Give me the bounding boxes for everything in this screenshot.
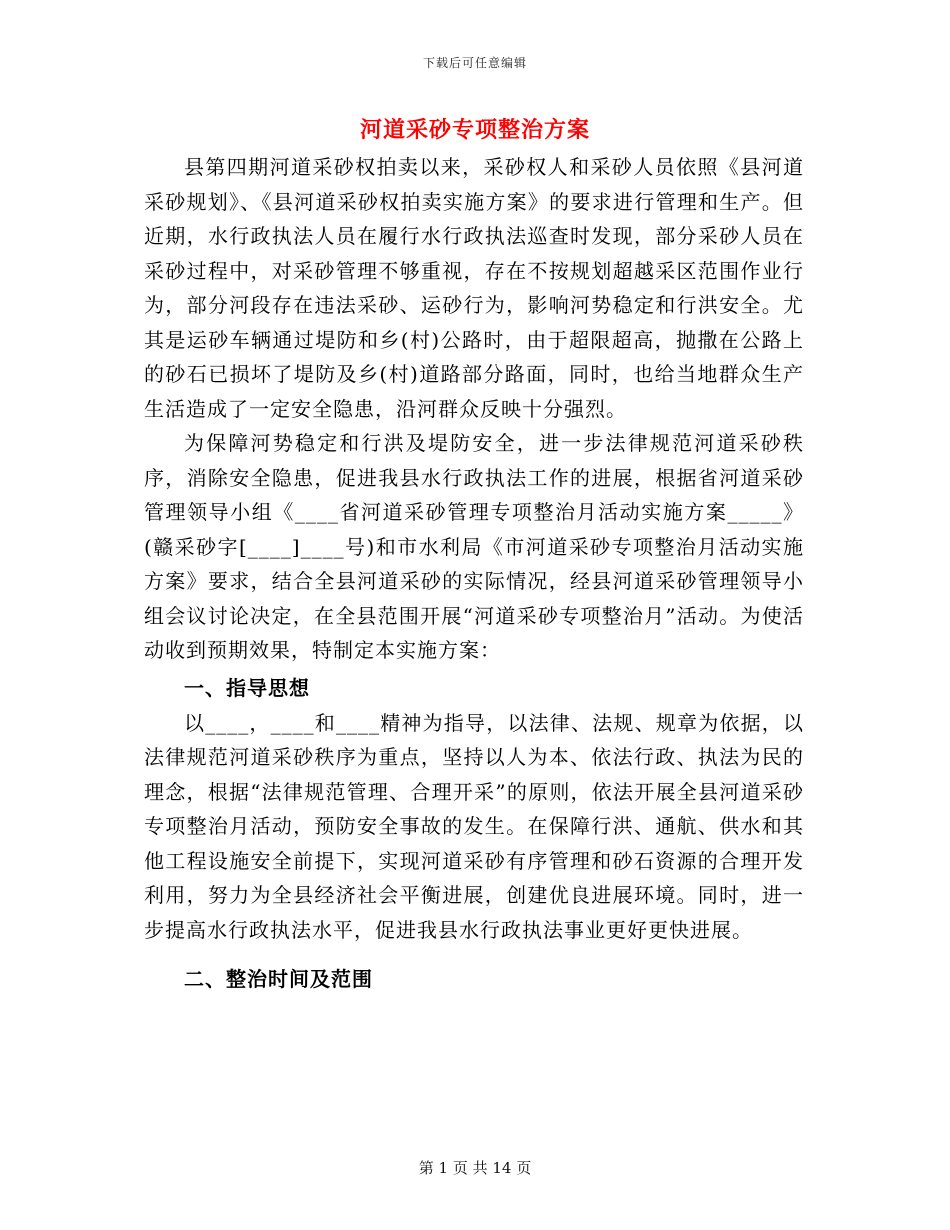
body-paragraph-2: 为保障河势稳定和行洪及堤防安全，进一步法律规范河道采砂秩序，消除安全隐患，促进我县水行政执法工作的进展，根据省河道采砂管理领导小组《____省河道采砂管理专项整治月活动实施方案_____》(赣采砂字[____]____号)和市水利局《市河道采砂专项整治月活动实施方案》要求，结合全县河道采砂的实际情况，经县河道采砂管理领导小组会议讨论决定，在全县范围开展“河道采砂专项整治月”活动。为使活动收到预期效果，特制定本实施方案： xyxy=(144,431,804,662)
page-number: 第 1 页 共 14 页 xyxy=(418,1159,532,1177)
body-paragraph-1: 县第四期河道采砂权拍卖以来，采砂权人和采砂人员依照《县河道采砂规划》、《县河道采砂权拍卖实施方案》的要求进行管理和生产。但近期，水行政执法人员在履行水行政执法巡查时发现，部分采砂人员在采砂过程中，对采砂管理不够重视，存在不按规划超越采区范围作业行为，部分河段存在违法采砂、运砂行为，影响河势稳定和行洪安全。尤其是运砂车辆通过堤防和乡(村)公路时，由于超限超高，抛撒在公路上的砂石已损坏了堤防及乡(村)道路部分路面，同时，也给当地群众生产生活造成了一定安全隐患，沿河群众反映十分强烈。 xyxy=(144,155,804,421)
header-note: 下载后可任意编辑 xyxy=(422,56,527,70)
document-title: 河道采砂专项整治方案 xyxy=(359,117,590,143)
document-body xyxy=(144,150,804,997)
section-paragraph-guiding-ideology: 以____，____和____精神为指导，以法律、法规、规章为依据，以法律规范河道采砂秩序为重点，坚持以人为本、依法行政、执法为民的理念，根据“法律规范管理、合理开采”的原则，依法开展全县河道采砂专项整治月活动，预防安全事故的发生。在保障行洪、通航、供水和其他工程设施安全前提下，实现河道采砂有序管理和砂石资源的合理开发利用，努力为全县经济社会平衡进展，创建优良进展环境。同时，进一步提高水行政执法水平，促进我县水行政执法事业更好更快进展。 xyxy=(144,710,804,942)
section-heading-guiding-ideology: 一、指导思想 xyxy=(184,675,310,700)
section-heading-time-and-scope: 二、整治时间及范围 xyxy=(184,967,373,991)
